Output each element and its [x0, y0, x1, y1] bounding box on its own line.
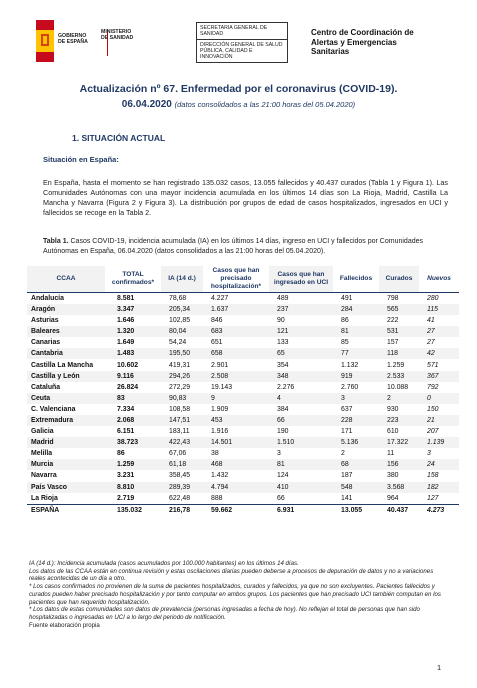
cell-hospitalized: 2.901: [211, 361, 229, 369]
header-ia: IA (14 d.): [161, 266, 203, 293]
center-name: Centro de Coordinación de Alertas y Emergencias Sanitarias: [311, 28, 414, 56]
cell-hospitalized: 651: [211, 339, 223, 347]
cell-hospitalized: 38: [211, 450, 219, 458]
total-ia-14d: 216,78: [169, 506, 191, 514]
subsection-heading: Situación en España:: [43, 155, 119, 164]
cell-ccaa: Baleares: [27, 326, 105, 337]
cell-uci: 2.276: [277, 383, 295, 391]
cell-new-cases: 21: [419, 415, 459, 426]
table-caption-label: Tabla 1.: [43, 238, 69, 245]
table-row: [27, 337, 459, 348]
cell-uci: 3: [277, 450, 281, 458]
cell-uci: 348: [269, 371, 333, 382]
cell-recovered: 2: [379, 393, 419, 404]
table-caption: [43, 237, 448, 256]
cell-total-confirmed: 3.347: [105, 304, 161, 315]
cell-hospitalized: 4.794: [203, 482, 269, 493]
note-revision: Los datos de las CCAA están en continua revisión y estas oscilaciones diarias pueden deberse a procesos de depuración de datos y no a variaciones reales acontecidas de un día a otro.: [29, 567, 434, 583]
header-uci: Casos que han ingresado en UCI: [269, 266, 333, 293]
report-title: Actualización nº 67. Enfermedad por el coronavirus (COVID-19).: [79, 83, 398, 95]
department-direccion: DIRECCIÓN GENERAL DE SALUD PÚBLICA, CALIDAD E INNOVACIÓN: [197, 39, 287, 62]
cell-hospitalized: 658: [203, 348, 269, 359]
table-row: [27, 359, 459, 370]
cell-recovered: 118: [379, 348, 419, 359]
cell-new-cases: 41: [427, 317, 435, 325]
cell-new-cases: 115: [419, 304, 459, 315]
cell-new-cases: 280: [427, 295, 439, 302]
cell-deaths: 637: [341, 405, 353, 413]
cell-new-cases: 0: [419, 393, 459, 404]
note-source: Fuente elaboración propia: [29, 621, 100, 629]
cell-recovered: 531: [379, 326, 419, 337]
total-recovered: 40.437: [387, 506, 409, 514]
cell-recovered: 11: [387, 450, 395, 458]
cell-ccaa: Extremadura: [27, 415, 105, 426]
cell-uci: 384: [277, 405, 289, 413]
cell-ia-14d: 108,58: [169, 405, 191, 413]
cell-uci: 1.510: [269, 437, 333, 448]
cell-ccaa: Andalucía: [31, 295, 64, 302]
header-recovered: Curados: [379, 266, 419, 293]
cell-ia-14d: 272,29: [169, 383, 191, 391]
cell-total-confirmed: 8.810: [105, 482, 161, 493]
cell-ia-14d: 102,85: [169, 317, 191, 325]
cell-hospitalized: 468: [203, 459, 269, 470]
cell-recovered: 798: [387, 295, 399, 302]
cell-uci: 66: [277, 494, 285, 502]
table-row: [27, 448, 459, 459]
cell-ccaa: Murcia: [27, 459, 105, 470]
table-row: [27, 404, 459, 415]
cell-deaths: 171: [341, 428, 353, 436]
table-row: [27, 315, 459, 326]
coat-of-arms-icon: [36, 20, 54, 62]
cell-deaths: 187: [341, 472, 353, 480]
cell-total-confirmed: 2.719: [117, 494, 135, 502]
cell-ia-14d: 147,51: [161, 415, 203, 426]
cell-hospitalized: 14.501: [203, 437, 269, 448]
table-caption-text: Casos COVID-19, incidencia acumulada (IA) en los últimos 14 días, ingreso en UCI y fallecidos por Comunidades Autónomas en España, 06.04.2020 (datos consolidados a las 21:00 horas del 05.04.2020).: [43, 238, 423, 255]
cell-recovered: 2.533: [379, 371, 419, 382]
table-total-row: [27, 504, 459, 516]
cell-uci: 190: [277, 428, 289, 436]
total-total-confirmed: 135.032: [117, 506, 142, 514]
cell-new-cases: 571: [427, 361, 439, 369]
cell-hospitalized: 453: [203, 415, 269, 426]
cell-deaths: 1.132: [341, 361, 359, 369]
cell-total-confirmed: 1.646: [117, 317, 135, 325]
cell-deaths: 919: [333, 371, 379, 382]
cell-deaths: 85: [341, 339, 349, 347]
cell-deaths: 2.760: [341, 383, 359, 391]
cell-ia-14d: 422,43: [161, 437, 203, 448]
report-date-value: 06.04.2020: [121, 99, 172, 110]
cell-new-cases: 127: [427, 494, 439, 502]
cell-hospitalized: 1.909: [211, 405, 229, 413]
cell-hospitalized: 9: [203, 393, 269, 404]
intro-paragraph: En España, hasta el momento se han registrado 135.032 casos, 13.055 fallecidos y 40.437 curados (Tabla 1 y Figura 1). Las Comunidades Autónomas con una mayor incidencia acumulada en los últimos 14 días son La Rioja, Madrid, Castilla La Mancha y Navarra (Figura 2 y Figura 3). La distribución por grupos de edad de casos hospitalizados, ingresados en UCI y fallecidos se recoge en la Tabla 2.: [43, 178, 448, 217]
cell-new-cases: 42: [419, 348, 459, 359]
header-ccaa: CCAA: [27, 266, 105, 293]
cell-ccaa: La Rioja: [31, 494, 58, 502]
cell-total-confirmed: 8.581: [117, 295, 135, 302]
cell-ia-14d: 289,39: [161, 482, 203, 493]
table-row: [27, 415, 459, 426]
cell-recovered: 610: [387, 428, 399, 436]
section-heading: 1. SITUACIÓN ACTUAL: [72, 133, 166, 143]
cell-uci: 90: [277, 317, 285, 325]
cell-ia-14d: 78,68: [169, 295, 187, 302]
cell-recovered: 3.568: [379, 482, 419, 493]
table-row: [27, 393, 459, 404]
cell-total-confirmed: 1.649: [117, 339, 135, 347]
cell-new-cases: 27: [427, 339, 435, 347]
cell-deaths: 2: [341, 450, 345, 458]
ministry-name: MINISTERIO DE SANIDAD: [101, 29, 134, 41]
cell-new-cases: 150: [427, 405, 439, 413]
cell-deaths: 491: [341, 295, 353, 302]
cell-deaths: 548: [333, 482, 379, 493]
cell-total-confirmed: 2.068: [105, 415, 161, 426]
table-row: [27, 470, 459, 481]
cell-hospitalized: 683: [203, 326, 269, 337]
report-date: [0, 99, 477, 110]
total-new-cases: 4.273: [427, 506, 445, 514]
total-ccaa: ESPAÑA: [31, 506, 60, 514]
cell-total-confirmed: 6.151: [117, 428, 135, 436]
cell-ia-14d: 622,48: [169, 494, 191, 502]
table-body: [27, 293, 459, 516]
department-box: [196, 22, 288, 63]
cell-ccaa: Castilla La Mancha: [31, 361, 94, 369]
total-deaths: 13.055: [341, 506, 363, 514]
cell-deaths: 5.136: [333, 437, 379, 448]
cell-deaths: 86: [341, 317, 349, 325]
cell-ccaa: Castilla y León: [27, 371, 105, 382]
cell-recovered: 222: [387, 317, 399, 325]
cell-hospitalized: 888: [211, 494, 223, 502]
cell-recovered: 223: [379, 415, 419, 426]
cell-ccaa: País Vasco: [27, 482, 105, 493]
cell-ccaa: Ceuta: [27, 393, 105, 404]
cell-new-cases: 3: [427, 450, 431, 458]
cell-recovered: 10.088: [387, 383, 409, 391]
cell-ccaa: Asturias: [31, 317, 59, 325]
table-row: [27, 326, 459, 337]
cell-total-confirmed: 10.602: [117, 361, 139, 369]
header-total: TOTAL confirmados*: [111, 271, 155, 286]
cell-deaths: 77: [333, 348, 379, 359]
header-hospitalization: Casos que han precisado hospitalización*: [210, 267, 262, 290]
cell-uci: 489: [277, 295, 289, 302]
cell-ccaa: Aragón: [27, 304, 105, 315]
cell-uci: 4: [269, 393, 333, 404]
cell-hospitalized: 1.637: [203, 304, 269, 315]
document-header: [26, 16, 457, 72]
cell-hospitalized: 19.143: [211, 383, 233, 391]
cell-new-cases: 27: [419, 326, 459, 337]
cell-recovered: 157: [387, 339, 399, 347]
cell-new-cases: 182: [419, 482, 459, 493]
cell-deaths: 81: [333, 326, 379, 337]
cell-deaths: 228: [333, 415, 379, 426]
cell-ia-14d: 61,18: [161, 459, 203, 470]
cell-ia-14d: 419,31: [169, 361, 191, 369]
table-row: [27, 493, 459, 505]
cell-new-cases: 158: [427, 472, 439, 480]
header-new: Nuevos: [427, 275, 451, 282]
cell-new-cases: 792: [427, 383, 439, 391]
cell-recovered: 17.322: [379, 437, 419, 448]
table-row: [27, 426, 459, 437]
cell-ia-14d: 183,11: [169, 428, 190, 436]
cell-ia-14d: 67,06: [169, 450, 187, 458]
cell-new-cases: 207: [427, 428, 439, 436]
total-hospitalized: 59.662: [211, 506, 233, 514]
report-date-note: (datos consolidados a las 21:00 horas del 05.04.2020): [174, 100, 356, 109]
cell-hospitalized: 846: [211, 317, 223, 325]
cell-total-confirmed: 83: [105, 393, 161, 404]
cell-uci: 65: [269, 348, 333, 359]
cell-total-confirmed: 1.320: [105, 326, 161, 337]
header-deaths: Fallecidos: [339, 275, 373, 282]
table-row: [27, 304, 459, 315]
page-number: 1: [437, 663, 442, 672]
table-row: [27, 437, 459, 448]
cell-uci: 410: [269, 482, 333, 493]
cell-ccaa: Galicia: [31, 428, 54, 436]
cell-ccaa: Madrid: [27, 437, 105, 448]
cell-recovered: 930: [387, 405, 399, 413]
table-row: [27, 382, 459, 393]
ccaa-data-table: [27, 266, 459, 516]
cell-hospitalized: 1.916: [211, 428, 229, 436]
cell-deaths: 3: [333, 393, 379, 404]
cell-total-confirmed: 3.231: [117, 472, 135, 480]
cell-total-confirmed: 9.116: [105, 371, 161, 382]
table-row: [27, 293, 459, 305]
table-row: [27, 482, 459, 493]
cell-ccaa: Cantabria: [27, 348, 105, 359]
cell-recovered: 565: [379, 304, 419, 315]
cell-total-confirmed: 1.483: [105, 348, 161, 359]
table-row: [27, 459, 459, 470]
cell-uci: 81: [269, 459, 333, 470]
total-uci: 6.931: [277, 506, 295, 514]
cell-uci: 237: [269, 304, 333, 315]
cell-hospitalized: 1.432: [211, 472, 229, 480]
cell-total-confirmed: 86: [117, 450, 125, 458]
cell-ccaa: Canarias: [31, 339, 61, 347]
cell-ccaa: Cataluña: [31, 383, 61, 391]
cell-uci: 133: [277, 339, 289, 347]
department-secretaria: SECRETARIA GENERAL DE SANIDAD: [200, 25, 268, 37]
cell-ccaa: C. Valenciana: [31, 405, 76, 413]
cell-ia-14d: 54,24: [169, 339, 187, 347]
cell-uci: 66: [269, 415, 333, 426]
government-name: GOBIERNO DE ESPAÑA: [58, 33, 88, 45]
cell-ccaa: Melilla: [31, 450, 53, 458]
table-row: [27, 348, 459, 359]
note-ia: IA (14 d.): Incidencia acumulada (casos acumulados por 100.000 habitantes) en los últimos 14 días.: [29, 560, 299, 567]
table-notes: [29, 560, 449, 629]
cell-ia-14d: 205,34: [161, 304, 203, 315]
cell-ia-14d: 358,45: [169, 472, 191, 480]
cell-new-cases: 1.139: [419, 437, 459, 448]
cell-total-confirmed: 1.259: [105, 459, 161, 470]
cell-ia-14d: 294,26: [161, 371, 203, 382]
cell-recovered: 1.259: [387, 361, 405, 369]
cell-ia-14d: 80,04: [161, 326, 203, 337]
cell-recovered: 964: [387, 494, 399, 502]
note-confirmed: * Los casos confirmados no provienen de la suma de pacientes hospitalizados, curados y fallecidos, ya que no son excluyentes. Pacientes fallecidos y curados pueden haber precisado hospitalización y por tanto computar en ambos grupos. Los pacientes que han precisado UCI también computan en los pacientes que han requerido hospitalización.: [29, 583, 441, 606]
government-logo: [36, 20, 114, 64]
cell-hospitalized: 4.227: [211, 295, 229, 302]
cell-new-cases: 24: [419, 459, 459, 470]
table-header-row: [27, 266, 459, 293]
cell-ia-14d: 195,50: [161, 348, 203, 359]
cell-total-confirmed: 7.334: [117, 405, 135, 413]
cell-total-confirmed: 38.723: [105, 437, 161, 448]
cell-uci: 121: [269, 326, 333, 337]
cell-deaths: 284: [333, 304, 379, 315]
cell-deaths: 141: [341, 494, 353, 502]
cell-new-cases: 367: [419, 371, 459, 382]
cell-ccaa: Navarra: [31, 472, 57, 480]
cell-uci: 124: [277, 472, 289, 480]
cell-deaths: 68: [333, 459, 379, 470]
table-row: [27, 371, 459, 382]
cell-recovered: 156: [379, 459, 419, 470]
cell-hospitalized: 2.508: [203, 371, 269, 382]
cell-total-confirmed: 26.824: [117, 383, 139, 391]
cell-uci: 354: [277, 361, 289, 369]
cell-ia-14d: 90,83: [161, 393, 203, 404]
cell-recovered: 380: [387, 472, 399, 480]
note-prevalence: * Los datos de estas comunidades son datos de prevalencia (personas ingresadas a fecha de hoy). No reflejan el total de personas que han sido hospitalizadas o ingresadas en UCI a lo largo del periodo de notificación.: [29, 606, 420, 621]
